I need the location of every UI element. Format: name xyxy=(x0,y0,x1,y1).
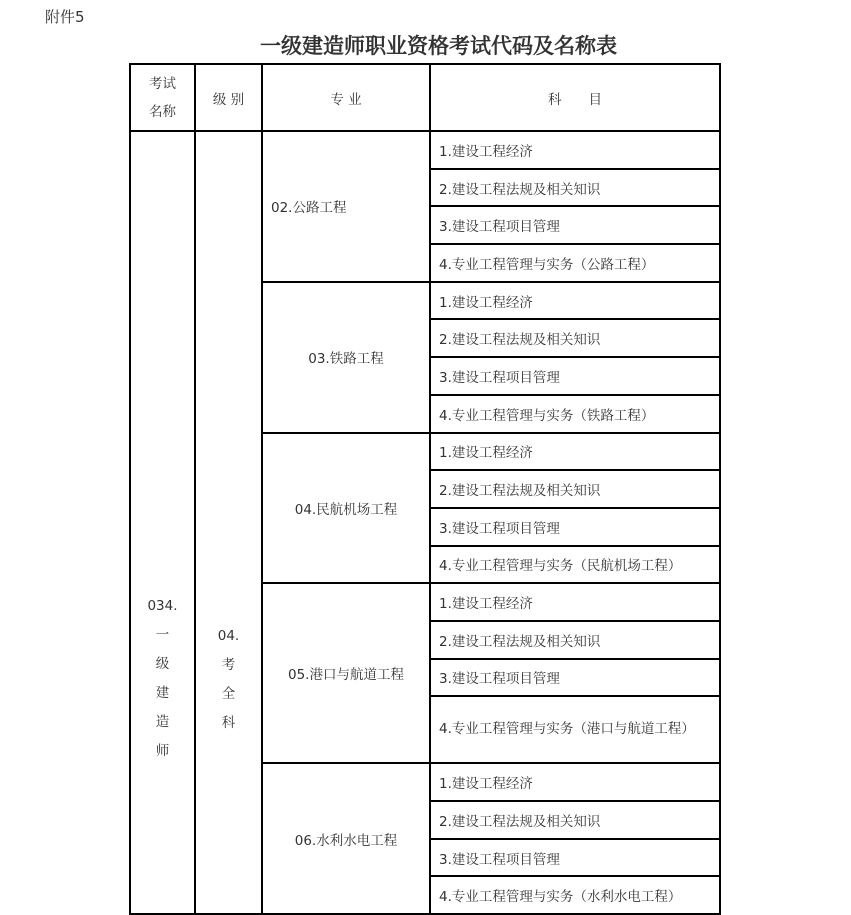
header-text: 名称 xyxy=(149,103,176,120)
subject-cell: 3.建设工程项目管理 xyxy=(430,357,720,395)
exam-code-table xyxy=(129,63,721,915)
header-level: 级 别 xyxy=(195,64,262,131)
exam-char: 一 xyxy=(155,627,170,643)
exam-char: 级 xyxy=(155,656,170,672)
major-cell: 02.公路工程 xyxy=(262,131,430,282)
subject-cell: 1.建设工程经济 xyxy=(430,583,720,621)
subject-cell: 4.专业工程管理与实务（铁路工程） xyxy=(430,395,720,433)
major-cell: 03.铁路工程 xyxy=(262,282,430,433)
subject-cell: 2.建设工程法规及相关知识 xyxy=(430,470,720,508)
subject-cell: 1.建设工程经济 xyxy=(430,282,720,320)
subject-cell: 2.建设工程法规及相关知识 xyxy=(430,621,720,659)
major-cell: 05.港口与航道工程 xyxy=(262,583,430,763)
major-cell: 06.水利水电工程 xyxy=(262,763,430,914)
header-subjects: 科 目 xyxy=(430,64,720,131)
exam-char: 建 xyxy=(155,685,170,701)
subject-cell: 3.建设工程项目管理 xyxy=(430,659,720,697)
header-row xyxy=(130,64,720,131)
subject-cell: 1.建设工程经济 xyxy=(430,433,720,471)
subject-cell: 4.专业工程管理与实务（港口与航道工程） xyxy=(430,696,720,763)
subject-cell: 1.建设工程经济 xyxy=(430,131,720,169)
level-char: 考 xyxy=(221,657,236,673)
level-char: 全 xyxy=(221,686,236,702)
subject-cell: 2.建设工程法规及相关知识 xyxy=(430,319,720,357)
page-title: 一级建造师职业资格考试代码及名称表 xyxy=(260,34,617,58)
header-text: 考试 xyxy=(149,75,176,92)
subject-cell: 4.专业工程管理与实务（民航机场工程） xyxy=(430,546,720,584)
attachment-label: 附件5 xyxy=(45,8,85,26)
exam-char: 师 xyxy=(155,743,170,759)
subject-cell: 3.建设工程项目管理 xyxy=(430,508,720,546)
level-code: 04. xyxy=(217,628,240,644)
subject-cell: 4.专业工程管理与实务（水利水电工程） xyxy=(430,876,720,914)
subject-cell: 3.建设工程项目管理 xyxy=(430,839,720,877)
level-char: 科 xyxy=(221,715,236,731)
header-exam-name xyxy=(130,64,195,131)
exam-name-cell xyxy=(130,131,195,914)
subject-cell: 1.建设工程经济 xyxy=(430,763,720,801)
subject-cell: 2.建设工程法规及相关知识 xyxy=(430,801,720,839)
subject-cell: 4.专业工程管理与实务（公路工程） xyxy=(430,244,720,282)
table-row xyxy=(130,131,720,169)
subject-cell: 2.建设工程法规及相关知识 xyxy=(430,169,720,207)
header-major: 专 业 xyxy=(262,64,430,131)
level-cell xyxy=(195,131,262,914)
subject-cell: 3.建设工程项目管理 xyxy=(430,206,720,244)
exam-code: 034. xyxy=(147,598,178,614)
major-cell: 04.民航机场工程 xyxy=(262,433,430,584)
exam-char: 造 xyxy=(155,714,170,730)
